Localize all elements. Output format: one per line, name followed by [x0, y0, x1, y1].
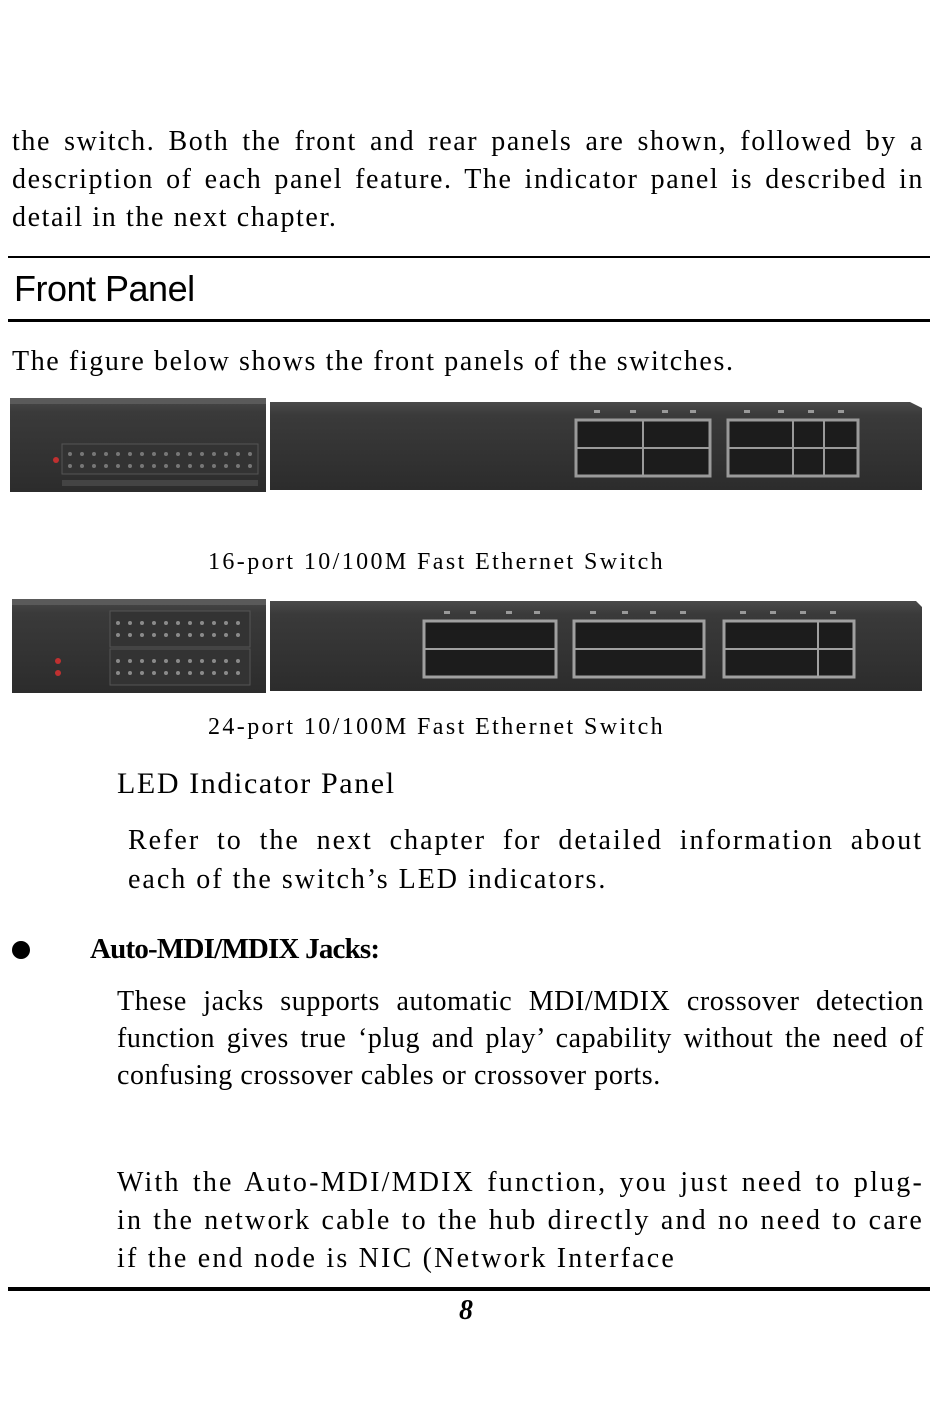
switch-16-port-image [10, 396, 928, 494]
mdix-paragraph-1: These jacks supports automatic MDI/MDIX crossover detection function gives true ‘plug and play’ capability without the need of confusing crossover cables or crossover ports. [117, 986, 924, 1091]
figure-caption-24-port: 24-port 10/100M Fast Ethernet Switch [208, 714, 666, 740]
section-bottom-rule [8, 319, 930, 322]
led-panel-text: Refer to the next chapter for detailed information about each of the switch’s LED indicators. [128, 825, 923, 895]
led-panel-title: LED Indicator Panel [117, 767, 396, 800]
mdix-title: Auto-MDI/MDIX Jacks: [90, 933, 380, 965]
mdix-paragraph-2: With the Auto-MDI/MDIX function, you just need to plug-in the network cable to the hub directly and no need to care if the end node is NIC (Network Interface [117, 1167, 924, 1274]
section-top-rule [8, 256, 930, 258]
section-title: Front Panel [14, 268, 195, 309]
figure-caption-16-port: 16-port 10/100M Fast Ethernet Switch [208, 549, 666, 575]
page-number: 8 [459, 1295, 473, 1326]
footer-rule [8, 1287, 930, 1291]
section-lead: The figure below shows the front panels of the switches. [12, 346, 735, 377]
bullet-icon [12, 941, 30, 959]
intro-paragraph: the switch. Both the front and rear panels are shown, followed by a description of each panel feature. The indicator panel is described in detail in the next chapter. [12, 126, 924, 233]
switch-24-port-image [10, 597, 928, 695]
